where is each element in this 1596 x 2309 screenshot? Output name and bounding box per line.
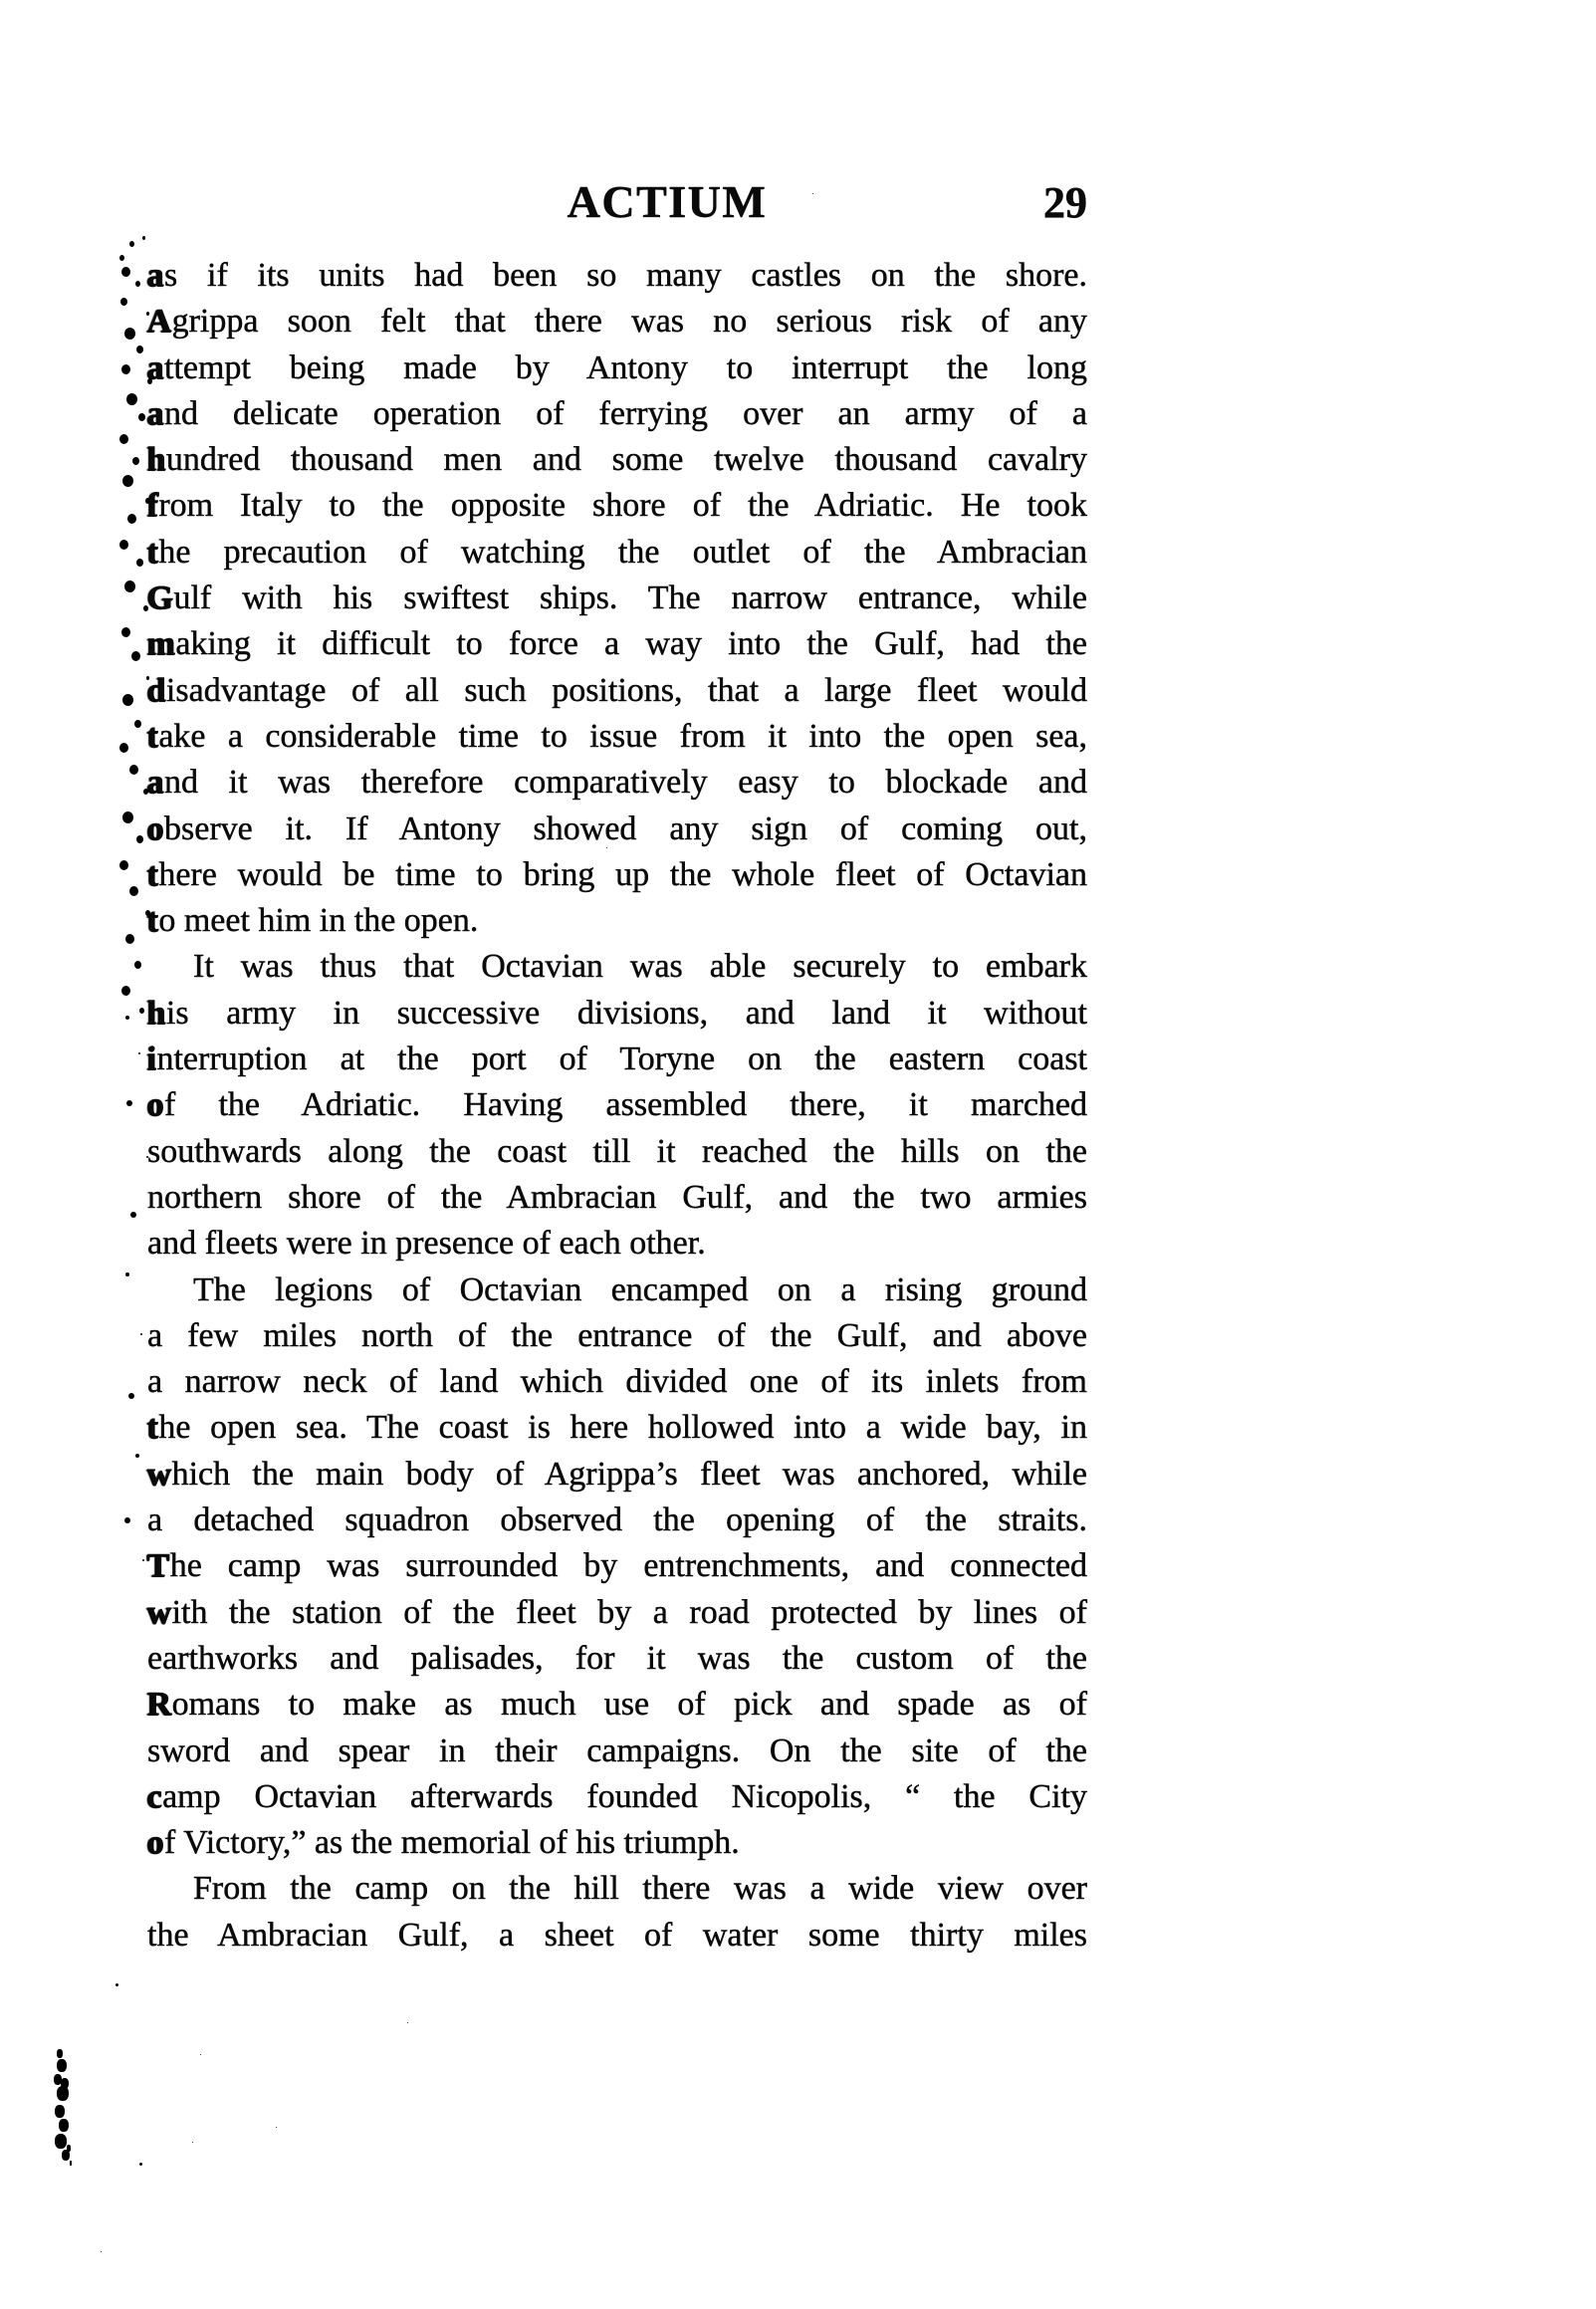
text-line: Gulf with his swiftest ships. The narrow entrance, while <box>147 579 1087 617</box>
text-line: making it difficult to force a way into the Gulf, had the <box>147 625 1087 663</box>
text-line: the Ambracian Gulf, a sheet of water some thirty miles <box>147 1916 1087 1954</box>
text-line: which the main body of Agrippa’s fleet was anchored, while <box>147 1455 1087 1493</box>
text-line: attempt being made by Antony to interrupt the long <box>147 348 1087 386</box>
page-number: 29 <box>1043 178 1087 227</box>
text-line: and fleets were in presence of each other. <box>147 1225 706 1263</box>
text-line: interruption at the port of Toryne on the eastern coast <box>147 1040 1087 1078</box>
text-line: as if its units had been so many castles on the shore. <box>147 257 1087 294</box>
text-line: with the station of the fleet by a road protected by lines of <box>147 1593 1087 1631</box>
scan-noise-left-margin <box>119 255 124 261</box>
text-line: take a considerable time to issue from it into the open sea, <box>147 717 1087 755</box>
text-line: It was thus that Octavian was able securely to embark <box>193 948 1087 986</box>
text-line: camp Octavian afterwards founded Nicopolis, “ the City <box>147 1777 1087 1815</box>
text-line: of the Adriatic. Having assembled there, it marched <box>147 1086 1087 1124</box>
body-text <box>147 253 1087 1959</box>
text-line: a detached squadron observed the opening of the straits. <box>147 1501 1087 1539</box>
text-line: disadvantage of all such positions, that a large fleet would <box>147 671 1087 709</box>
text-line: and delicate operation of ferrying over an army of a <box>147 394 1087 432</box>
text-line: a few miles north of the entrance of the Gulf, and above <box>147 1316 1087 1354</box>
running-head-title: ACTIUM <box>567 176 768 227</box>
text-line: the open sea. The coast is here hollowed into a wide bay, in <box>147 1409 1087 1447</box>
scan-noise-bottom-streak <box>57 2049 63 2058</box>
text-line: to meet him in the open. <box>147 902 479 940</box>
text-line: Romans to make as much use of pick and spade as of <box>147 1686 1087 1724</box>
page-header <box>147 176 1087 232</box>
text-line: earthworks and palisades, for it was the custom of the <box>147 1639 1087 1677</box>
text-line: northern shore of the Ambracian Gulf, and the two armies <box>147 1178 1087 1216</box>
text-line: southwards along the coast till it reached the hills on the <box>147 1132 1087 1170</box>
text-line: and it was therefore comparatively easy to blockade and <box>147 764 1087 802</box>
text-line: a narrow neck of land which divided one of its inlets from <box>147 1363 1087 1401</box>
text-line: from Italy to the opposite shore of the Adriatic. He took <box>147 487 1087 525</box>
text-line: From the camp on the hill there was a wide view over <box>193 1870 1087 1908</box>
text-line: Agrippa soon felt that there was no serious risk of any <box>147 303 1087 341</box>
text-line: of Victory,” as the memorial of his triumph. <box>147 1824 740 1862</box>
scan-noise-left-lower <box>125 1016 129 1020</box>
text-line: hundred thousand men and some twelve thousand cavalry <box>147 441 1087 479</box>
text-line: sword and spear in their campaigns. On the site of the <box>147 1732 1087 1769</box>
text-line: observe it. If Antony showed any sign of coming out, <box>147 809 1087 847</box>
text-line: his army in successive divisions, and land it without <box>147 994 1087 1032</box>
text-line: The camp was surrounded by entrenchments, and connected <box>147 1547 1087 1585</box>
text-line: The legions of Octavian encamped on a rising ground <box>193 1270 1087 1308</box>
text-line: there would be time to bring up the whole fleet of Octavian <box>147 855 1087 893</box>
scan-noise-stray-dots <box>115 1983 118 1986</box>
text-line: the precaution of watching the outlet of the Ambracian <box>147 533 1087 571</box>
